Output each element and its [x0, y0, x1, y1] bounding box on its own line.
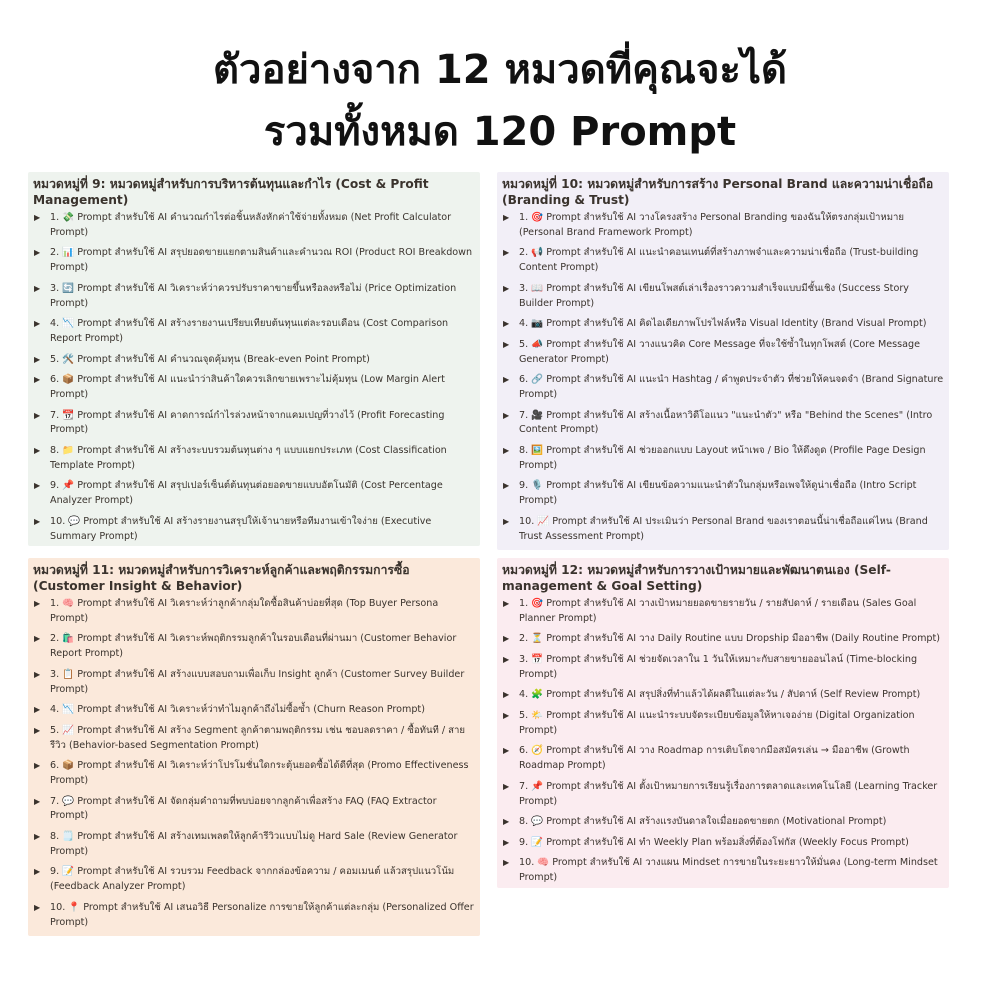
- toggle-triangle-icon[interactable]: ▶: [503, 858, 510, 868]
- toggle-list-item[interactable]: [501, 246, 945, 276]
- toggle-triangle-icon[interactable]: ▶: [34, 516, 41, 526]
- prompt-item-text: 5. 🌤️ Prompt สำหรับใช้ AI แนะนำระบบจัดระเบียบข้อมูลให้หาเจอง่าย (Digital Organization Prompt): [519, 709, 915, 736]
- prompt-item-text: 5. 🛠️ Prompt สำหรับใช้ AI คำนวณจุดคุ้มทุน (Break-even Point Prompt): [50, 353, 370, 365]
- prompt-item-text: 7. 📆 Prompt สำหรับใช้ AI คาดการณ์กำไรล่วงหน้าจากแคมเปญที่วางไว้ (Profit Forecasting Prompt): [50, 409, 445, 436]
- prompt-item-text: 9. 📝 Prompt สำหรับใช้ AI รวบรวม Feedback จากกล่องข้อความ / คอมเมนต์ แล้วสรุปแนวโน้ม (Feedback Analyzer Prompt): [50, 866, 455, 893]
- category-panel-10: [497, 172, 949, 550]
- toggle-list-item[interactable]: [501, 211, 945, 241]
- prompt-item-text: 7. 🎥 Prompt สำหรับใช้ AI สร้างเนื้อหาวิดีโอแนว "แนะนำตัว" หรือ "Behind the Scenes" (Intro Content Prompt): [519, 409, 933, 436]
- toggle-triangle-icon[interactable]: ▶: [503, 375, 510, 385]
- prompt-item-text: 9. 📌 Prompt สำหรับใช้ AI สรุปเปอร์เซ็นต์ต้นทุนต่อยอดขายแบบอัตโนมัติ (Cost Percentage Analyzer Prompt): [50, 480, 443, 507]
- toggle-triangle-icon[interactable]: ▶: [34, 669, 41, 679]
- category-panel-12: [497, 558, 949, 888]
- prompt-item-text: 5. 📈 Prompt สำหรับใช้ AI สร้าง Segment ลูกค้าตามพฤติกรรม เช่น ชอบลดราคา / ซื้อทันที / สายรีวิว (Behavior-based Segmentation Prompt): [50, 724, 466, 751]
- toggle-triangle-icon[interactable]: ▶: [503, 599, 510, 608]
- prompt-item-text: 3. 📋 Prompt สำหรับใช้ AI สร้างแบบสอบถามเพื่อเก็บ Insight ลูกค้า (Customer Survey Builder Prompt): [50, 668, 465, 695]
- prompt-item-text: 1. 🧠 Prompt สำหรับใช้ AI วิเคราะห์ว่าลูกค้ากลุ่มใดซื้อสินค้าบ่อยที่สุด (Top Buyer Persona Prompt): [50, 598, 439, 624]
- headline-line-2: รวมทั้งหมด 120 Prompt: [263, 109, 737, 155]
- prompt-item-text: 10. 🧠 Prompt สำหรับใช้ AI วางแผน Mindset การขายในระยะยาวให้มั่นคง (Long-term Mindset Prompt): [519, 857, 938, 884]
- toggle-triangle-icon[interactable]: ▶: [503, 654, 510, 664]
- toggle-triangle-icon[interactable]: ▶: [503, 710, 510, 720]
- prompt-item-text: 10. 💬 Prompt สำหรับใช้ AI สร้างรายงานสรุปให้เจ้านายหรือทีมงานเข้าใจง่าย (Executive Summary Prompt): [50, 515, 432, 542]
- toggle-triangle-icon[interactable]: ▶: [34, 354, 41, 364]
- toggle-triangle-icon[interactable]: ▶: [34, 705, 41, 715]
- category-title: หมวดหมู่ที่ 9: หมวดหมู่สำหรับการบริหารต้นทุนและกำไร (Cost & Profit Management): [33, 177, 429, 207]
- toggle-list-item[interactable]: [501, 282, 945, 312]
- toggle-triangle-icon[interactable]: ▶: [34, 319, 41, 329]
- headline-line-1: ตัวอย่างจาก 12 หมวดที่คุณจะได้: [213, 47, 787, 93]
- toggle-list-item[interactable]: [501, 815, 945, 830]
- toggle-list-item[interactable]: [501, 836, 945, 851]
- toggle-triangle-icon[interactable]: ▶: [503, 690, 510, 700]
- prompt-item-text: 4. 🧩 Prompt สำหรับใช้ AI สรุปสิ่งที่ทำแล้วได้ผลดีในแต่ละวัน / สัปดาห์ (Self Review Prompt): [519, 689, 921, 701]
- toggle-list-item[interactable]: [501, 653, 945, 683]
- toggle-list-item[interactable]: [32, 668, 476, 698]
- toggle-list-item[interactable]: [32, 795, 476, 825]
- toggle-list-item[interactable]: [501, 317, 945, 332]
- toggle-list-item[interactable]: [501, 515, 945, 545]
- toggle-triangle-icon[interactable]: ▶: [34, 599, 41, 608]
- prompt-item-text: 6. 📦 Prompt สำหรับใช้ AI วิเคราะห์ว่าโปรโมชั่นใดกระตุ้นยอดซื้อได้ดีที่สุด (Promo Effectiveness Prompt): [50, 760, 469, 786]
- prompt-item-text: 2. 🛍️ Prompt สำหรับใช้ AI วิเคราะห์พฤติกรรมลูกค้าในรอบเดือนที่ผ่านมา (Customer Behavior Report Prompt): [50, 633, 457, 660]
- prompt-item-text: 1. 🎯 Prompt สำหรับใช้ AI วางเป้าหมายยอดขายรายวัน / รายสัปดาห์ / รายเดือน (Sales Goal Planner Prompt): [519, 598, 917, 624]
- toggle-list-item[interactable]: [501, 444, 945, 474]
- toggle-triangle-icon[interactable]: ▶: [503, 781, 510, 791]
- category-title: หมวดหมู่ที่ 12: หมวดหมู่สำหรับการวางเป้าหมายและพัฒนาตนเอง (Self-management & Goal Setting): [502, 563, 891, 593]
- toggle-list-item[interactable]: [32, 282, 476, 312]
- toggle-triangle-icon[interactable]: ▶: [34, 634, 41, 644]
- toggle-triangle-icon[interactable]: ▶: [34, 213, 41, 222]
- toggle-triangle-icon[interactable]: ▶: [34, 481, 41, 491]
- toggle-list-item[interactable]: [32, 317, 476, 347]
- prompt-item-text: 7. 💬 Prompt สำหรับใช้ AI จัดกลุ่มคำถามที่พบบ่อยจากลูกค้าเพื่อสร้าง FAQ (FAQ Extractor Prompt): [50, 795, 437, 822]
- toggle-triangle-icon[interactable]: ▶: [503, 445, 510, 455]
- toggle-triangle-icon[interactable]: ▶: [34, 375, 41, 385]
- toggle-list-item[interactable]: [32, 597, 476, 627]
- toggle-list-item[interactable]: [501, 632, 945, 647]
- prompt-item-text: 10. 📈 Prompt สำหรับใช้ AI ประเมินว่า Personal Brand ของเราตอนนี้น่าเชื่อถือแค่ไหน (Brand Trust Assessment Prompt): [519, 515, 928, 542]
- prompt-item-text: 1. 🎯 Prompt สำหรับใช้ AI วางโครงสร้าง Personal Branding ของฉันให้ตรงกลุ่มเป้าหมาย (Personal Brand Framework Prompt): [519, 212, 905, 238]
- toggle-triangle-icon[interactable]: ▶: [503, 746, 510, 756]
- toggle-triangle-icon[interactable]: ▶: [34, 761, 41, 771]
- prompt-item-text: 9. 🎙️ Prompt สำหรับใช้ AI เขียนข้อความแนะนำตัวในกลุ่มหรือเพจให้ดูน่าเชื่อถือ (Intro Script Prompt): [519, 480, 917, 507]
- toggle-list-item[interactable]: [32, 759, 476, 789]
- toggle-triangle-icon[interactable]: ▶: [503, 481, 510, 491]
- prompt-item-text: 8. 📁 Prompt สำหรับใช้ AI สร้างระบบรวมต้นทุนต่าง ๆ แบบแยกประเภท (Cost Classification Template Prompt): [50, 444, 447, 471]
- toggle-list-item[interactable]: [501, 744, 945, 774]
- toggle-list-item[interactable]: [32, 830, 476, 860]
- prompt-item-text: 7. 📌 Prompt สำหรับใช้ AI ตั้งเป้าหมายการเรียนรู้เรื่องการตลาดและเทคโนโลยี (Learning Tracker Prompt): [519, 780, 938, 807]
- prompt-item-text: 3. 🔄 Prompt สำหรับใช้ AI วิเคราะห์ว่าควรปรับราคาขายขึ้นหรือลงหรือไม่ (Price Optimization Prompt): [50, 282, 457, 309]
- prompt-item-text: 6. 🧭 Prompt สำหรับใช้ AI วาง Roadmap การเติบโตจากมือสมัครเล่น → มืออาชีพ (Growth Roadmap Prompt): [519, 745, 910, 772]
- toggle-triangle-icon[interactable]: ▶: [34, 867, 41, 877]
- toggle-list-item[interactable]: [32, 479, 476, 509]
- toggle-triangle-icon[interactable]: ▶: [503, 837, 510, 847]
- toggle-triangle-icon[interactable]: ▶: [34, 410, 41, 420]
- prompt-item-text: 1. 💸 Prompt สำหรับใช้ AI คำนวณกำไรต่อชิ้นหลังหักค่าใช้จ่ายทั้งหมด (Net Profit Calculator Prompt): [50, 212, 452, 238]
- toggle-triangle-icon[interactable]: ▶: [503, 516, 510, 526]
- prompt-item-text: 2. 📢 Prompt สำหรับใช้ AI แนะนำคอนเทนต์ที่สร้างภาพจำและความน่าเชื่อถือ (Trust-building Content Prompt): [519, 247, 919, 274]
- toggle-triangle-icon[interactable]: ▶: [503, 339, 510, 349]
- toggle-list-item[interactable]: [32, 901, 476, 931]
- prompt-item-text: 4. 📉 Prompt สำหรับใช้ AI วิเคราะห์ว่าทำไมลูกค้าถึงไม่ซื้อซ้ำ (Churn Reason Prompt): [50, 704, 425, 716]
- toggle-list-item[interactable]: [32, 724, 476, 754]
- toggle-list-item[interactable]: [32, 444, 476, 474]
- toggle-list-item[interactable]: [501, 338, 945, 368]
- prompt-item-text: 2. 📊 Prompt สำหรับใช้ AI สรุปยอดขายแยกตามสินค้าและคำนวณ ROI (Product ROI Breakdown Prompt): [50, 247, 473, 274]
- toggle-triangle-icon[interactable]: ▶: [503, 319, 510, 329]
- toggle-triangle-icon[interactable]: ▶: [34, 283, 41, 293]
- toggle-triangle-icon[interactable]: ▶: [503, 213, 510, 222]
- toggle-triangle-icon[interactable]: ▶: [34, 725, 41, 735]
- toggle-triangle-icon[interactable]: ▶: [34, 831, 41, 841]
- toggle-list-item[interactable]: [32, 409, 476, 439]
- prompt-item-text: 8. 💬 Prompt สำหรับใช้ AI สร้างแรงบันดาลใจเมื่อยอดขายตก (Motivational Prompt): [519, 816, 887, 828]
- toggle-triangle-icon[interactable]: ▶: [503, 634, 510, 644]
- category-title: หมวดหมู่ที่ 10: หมวดหมู่สำหรับการสร้าง Personal Brand และความน่าเชื่อถือ (Branding & Trust): [502, 177, 934, 207]
- toggle-triangle-icon[interactable]: ▶: [34, 445, 41, 455]
- toggle-list-item[interactable]: [32, 703, 476, 718]
- prompt-item-text: 3. 📖 Prompt สำหรับใช้ AI เขียนโพสต์เล่าเรื่องราวความสำเร็จแบบมีชั้นเชิง (Success Story Builder Prompt): [519, 282, 909, 309]
- toggle-list-item[interactable]: [32, 632, 476, 662]
- toggle-list-item[interactable]: [32, 865, 476, 895]
- toggle-list-item[interactable]: [32, 246, 476, 276]
- toggle-list-item[interactable]: [501, 780, 945, 810]
- toggle-list-item[interactable]: [501, 479, 945, 509]
- toggle-list-item[interactable]: [501, 856, 945, 886]
- prompt-item-text: 6. 🔗 Prompt สำหรับใช้ AI แนะนำ Hashtag / คำพูดประจำตัว ที่ช่วยให้คนจดจำ (Brand Signature Prompt): [519, 374, 944, 400]
- prompt-item-text: 8. 🗒️ Prompt สำหรับใช้ AI สร้างเทมเพลตให้ลูกค้ารีวิวแบบไม่ดู Hard Sale (Review Generator Prompt): [50, 830, 458, 857]
- toggle-list-item[interactable]: [32, 515, 476, 545]
- toggle-list-item[interactable]: [501, 688, 945, 703]
- toggle-list-item[interactable]: [501, 597, 945, 627]
- prompt-item-text: 5. 📣 Prompt สำหรับใช้ AI วางแนวคิด Core Message ที่จะใช้ซ้ำในทุกโพสต์ (Core Message Generator Prompt): [519, 338, 921, 365]
- toggle-list-item[interactable]: [501, 709, 945, 739]
- toggle-triangle-icon[interactable]: ▶: [503, 248, 510, 258]
- toggle-list-item[interactable]: [32, 373, 476, 403]
- prompt-item-text: 4. 📷 Prompt สำหรับใช้ AI คิดไอเดียภาพโปรไฟล์หรือ Visual Identity (Brand Visual Prompt): [519, 318, 927, 330]
- prompt-item-text: 6. 📦 Prompt สำหรับใช้ AI แนะนำว่าสินค้าใดควรเลิกขายเพราะไม่คุ้มทุน (Low Margin Alert Prompt): [50, 374, 445, 400]
- toggle-triangle-icon[interactable]: ▶: [503, 817, 510, 827]
- toggle-triangle-icon[interactable]: ▶: [503, 283, 510, 293]
- category-panel-11: [28, 558, 480, 936]
- toggle-triangle-icon[interactable]: ▶: [34, 902, 41, 912]
- category-panel-9: [28, 172, 480, 546]
- prompt-item-text: 3. 📅 Prompt สำหรับใช้ AI ช่วยจัดเวลาใน 1 วันให้เหมาะกับสายขายออนไลน์ (Time-blocking Prompt): [519, 653, 918, 680]
- prompt-item-text: 8. 🖼️ Prompt สำหรับใช้ AI ช่วยออกแบบ Layout หน้าเพจ / Bio ให้ดึงดูด (Profile Page Design Prompt): [519, 444, 926, 471]
- prompt-item-text: 9. 📝 Prompt สำหรับใช้ AI ทำ Weekly Plan พร้อมสิ่งที่ต้องโฟกัส (Weekly Focus Prompt): [519, 836, 909, 848]
- prompt-item-text: 10. 📍 Prompt สำหรับใช้ AI เสนอวิธี Personalize การขายให้ลูกค้าแต่ละกลุ่ม (Personalized Offer Prompt): [50, 901, 474, 928]
- toggle-triangle-icon[interactable]: ▶: [503, 410, 510, 420]
- toggle-list-item[interactable]: [501, 373, 945, 403]
- toggle-list-item[interactable]: [32, 211, 476, 241]
- toggle-list-item[interactable]: [501, 409, 945, 439]
- prompt-item-text: 2. ⏳ Prompt สำหรับใช้ AI วาง Daily Routine แบบ Dropship มืออาชีพ (Daily Routine Prompt): [519, 633, 941, 645]
- toggle-triangle-icon[interactable]: ▶: [34, 796, 41, 806]
- toggle-list-item[interactable]: [32, 353, 476, 368]
- toggle-triangle-icon[interactable]: ▶: [34, 248, 41, 258]
- prompt-item-text: 4. 📉 Prompt สำหรับใช้ AI สร้างรายงานเปรียบเทียบต้นทุนแต่ละรอบเดือน (Cost Comparison Report Prompt): [50, 318, 449, 344]
- category-title: หมวดหมู่ที่ 11: หมวดหมู่สำหรับการวิเคราะห์ลูกค้าและพฤติกรรมการซื้อ (Customer Insight & Behavior): [33, 563, 410, 593]
